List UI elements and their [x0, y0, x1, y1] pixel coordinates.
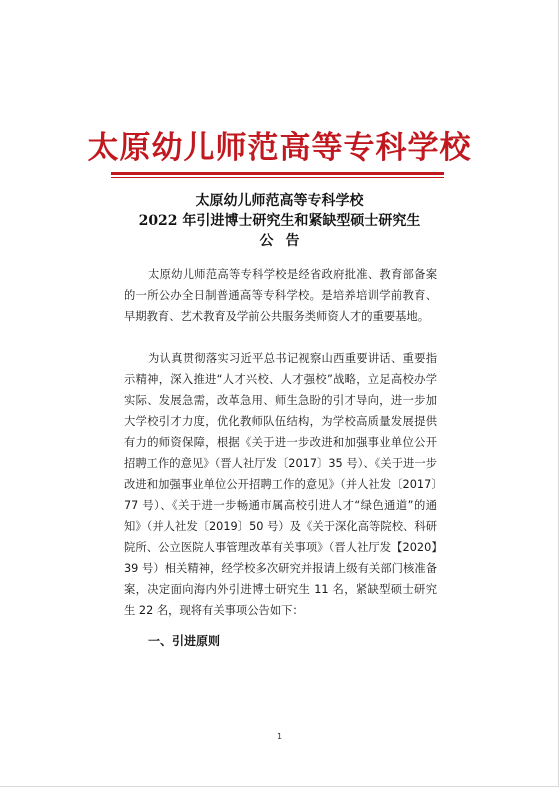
section-heading-principles: 一、引进原则 — [148, 634, 221, 648]
letterhead-school-name: 太原幼儿师范高等专科学校 — [87, 130, 472, 166]
announcement-title-line2: 2022 年引进博士研究生和紧缺型硕士研究生 — [138, 213, 421, 229]
letterhead-rule-thick — [111, 172, 444, 175]
body-paragraph-policy: 为认真贯彻落实习近平总书记视察山西重要讲话、重要指示精神，深入推进“人才兴校、人才强校”战略，立足高校办学实际、发展急需，改革急用、师生急盼的引才导向，进一步加大学校引才力度，优化教师队伍结构，为学校高质量发展提供有力的师资保障，根据《关于进一步改进和加强事业单位公开招聘工作的意见》（晋人社厅发〔2017〕35 号）、《关于进一步改进和加强事业单位公开招聘工作的意见》（并人社发〔2017〕77 号）、《关于进一步畅通市属高校引进人才“绿色通道”的通知》（并人社发〔2019〕50 号）及《关于深化高等院校、科研院所、公立医院人事管理改革有关事项》（晋人社厅发【2020】39 号）相关精神，经学校多次研究并报请上级有关部门核准备案，决定面向海内外引进博士研究生 11 名，紧缺型硕士研究生 22 名，现将有关事项公告如下： — [124, 352, 437, 617]
announcement-title-line3: 公告 — [259, 233, 312, 249]
letterhead-rule-thin — [111, 177, 444, 178]
body-paragraph-intro: 太原幼儿师范高等专科学校是经省政府批准、教育部备案的一所公办全日制普通高等专科学校。是培养培训学前教育、早期教育、艺术教育及学前公共服务类师资人才的重要基地。 — [124, 268, 437, 323]
announcement-title-line1: 太原幼儿师范高等专科学校 — [195, 193, 364, 209]
page-number: 1 — [276, 732, 283, 741]
